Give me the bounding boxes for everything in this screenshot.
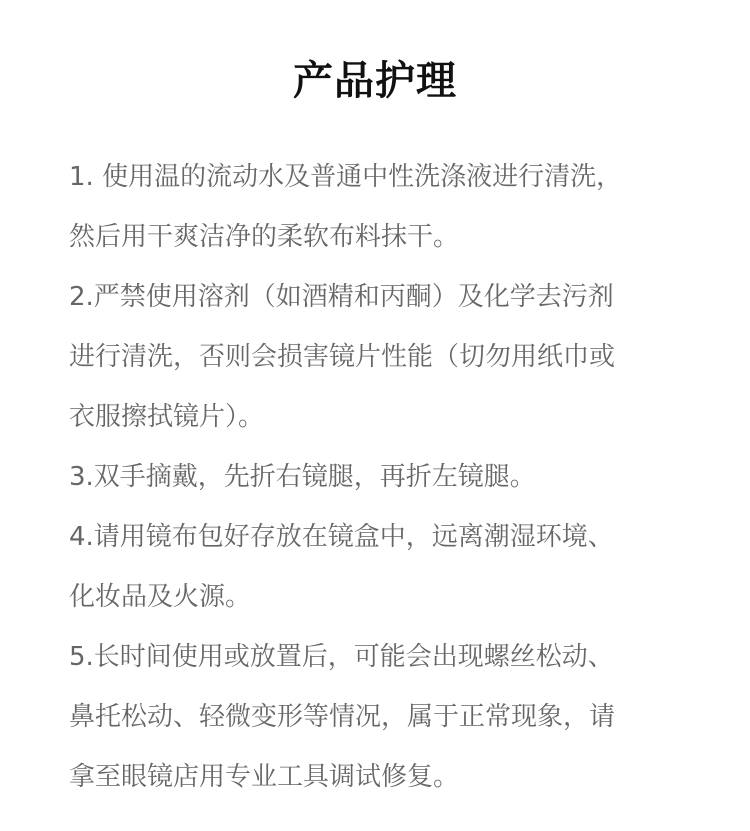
instruction-line: 1. 使用温的流动水及普通中性洗涤液进行清洗， (69, 162, 623, 192)
instruction-line: 5.长时间使用或放置后，可能会出现螺丝松动、 (69, 642, 614, 672)
instruction-line: 3.双手摘戴，先折右镜腿，再折左镜腿。 (69, 462, 536, 492)
instruction-line: 2.严禁使用溶剂（如酒精和丙酮）及化学去污剂 (69, 282, 614, 312)
instruction-line: 鼻托松动、轻微变形等情况，属于正常现象，请 (69, 702, 616, 732)
instruction-line: 拿至眼镜店用专业工具调试修复。 (69, 762, 460, 792)
instruction-line: 衣服擦拭镜片）。 (69, 402, 265, 432)
page-title: 产品护理 (293, 58, 457, 104)
instruction-line: 然后用干爽洁净的柔软布料抹干。 (69, 222, 460, 252)
instruction-line: 进行清洗，否则会损害镜片性能（切勿用纸巾或 (69, 342, 616, 372)
instruction-line: 4.请用镜布包好存放在镜盒中，远离潮湿环境、 (69, 522, 614, 552)
instruction-line: 化妆品及火源。 (69, 582, 252, 612)
care-instructions (69, 147, 681, 807)
